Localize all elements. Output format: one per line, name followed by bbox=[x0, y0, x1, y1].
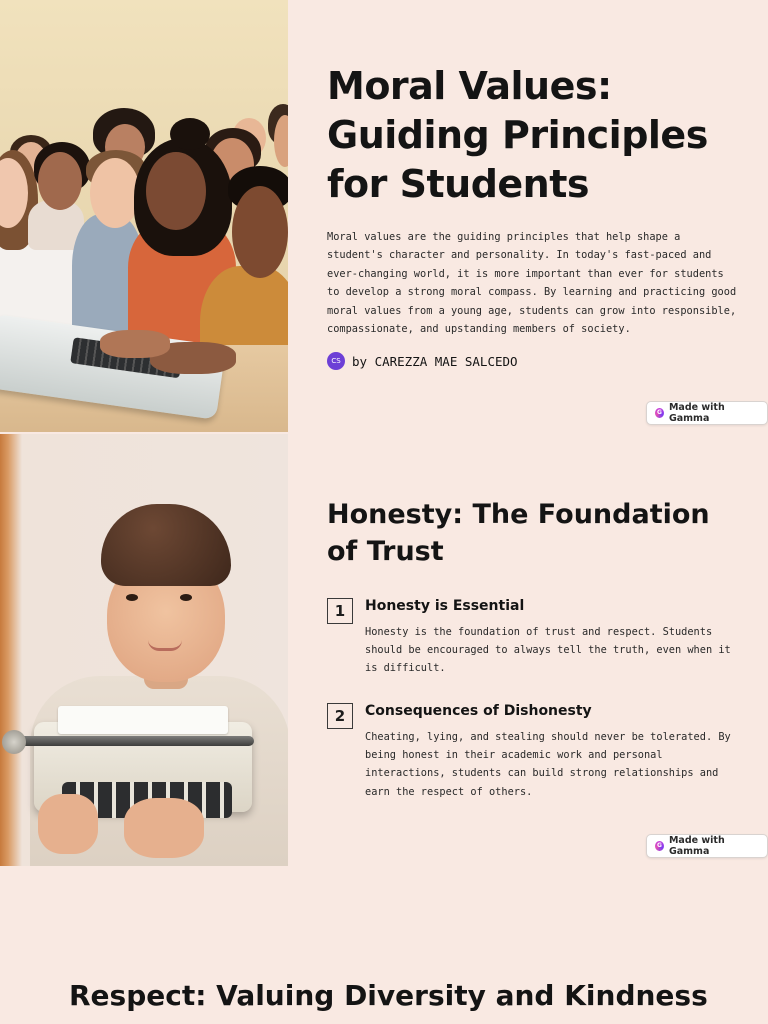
students-typewriter-image bbox=[0, 0, 288, 432]
gamma-logo-icon: G bbox=[655, 841, 664, 851]
page-title: Moral Values: Guiding Principles for Students bbox=[327, 64, 708, 206]
avatar: CS bbox=[327, 352, 345, 370]
slide-honesty bbox=[0, 434, 768, 866]
item-text: Honesty is the foundation of trust and respect. Students should be encouraged to always tell the truth, even when it is difficult. bbox=[365, 626, 731, 675]
badge-label: Made with Gamma bbox=[668, 402, 725, 424]
item-heading: Honesty is Essential bbox=[365, 598, 525, 614]
intro-paragraph: Moral values are the guiding principles that help shape a student's character and personality. In today's fast-paced and ever-changing world, it is more important than ever for students to develop a strong moral compass. By learning and practicing good moral values from a young age, students can grow into responsible, compassionate, and upstanding members of society. bbox=[327, 231, 737, 336]
section-title: Respect: Valuing Diversity and Kindness bbox=[69, 979, 708, 1012]
made-with-gamma-button[interactable] bbox=[646, 834, 768, 858]
author-line bbox=[327, 351, 518, 371]
boy-typewriter-image bbox=[0, 434, 288, 866]
item-heading: Consequences of Dishonesty bbox=[365, 703, 592, 719]
section-title: Honesty: The Foundation of Trust bbox=[327, 499, 710, 567]
slide-respect bbox=[0, 868, 768, 1024]
badge-label: Made with Gamma bbox=[668, 835, 725, 857]
item-text: Cheating, lying, and stealing should never be tolerated. By being honest in their academic work and personal interactions, students can build strong relationships and earn the respect of others. bbox=[365, 731, 731, 798]
gamma-logo-icon: G bbox=[655, 408, 664, 418]
made-with-gamma-button[interactable] bbox=[646, 401, 768, 425]
item-number: 2 bbox=[327, 703, 353, 729]
author-name: by CAREZZA MAE SALCEDO bbox=[352, 353, 518, 369]
item-number: 1 bbox=[327, 598, 353, 624]
slide-moral-values bbox=[0, 0, 768, 432]
